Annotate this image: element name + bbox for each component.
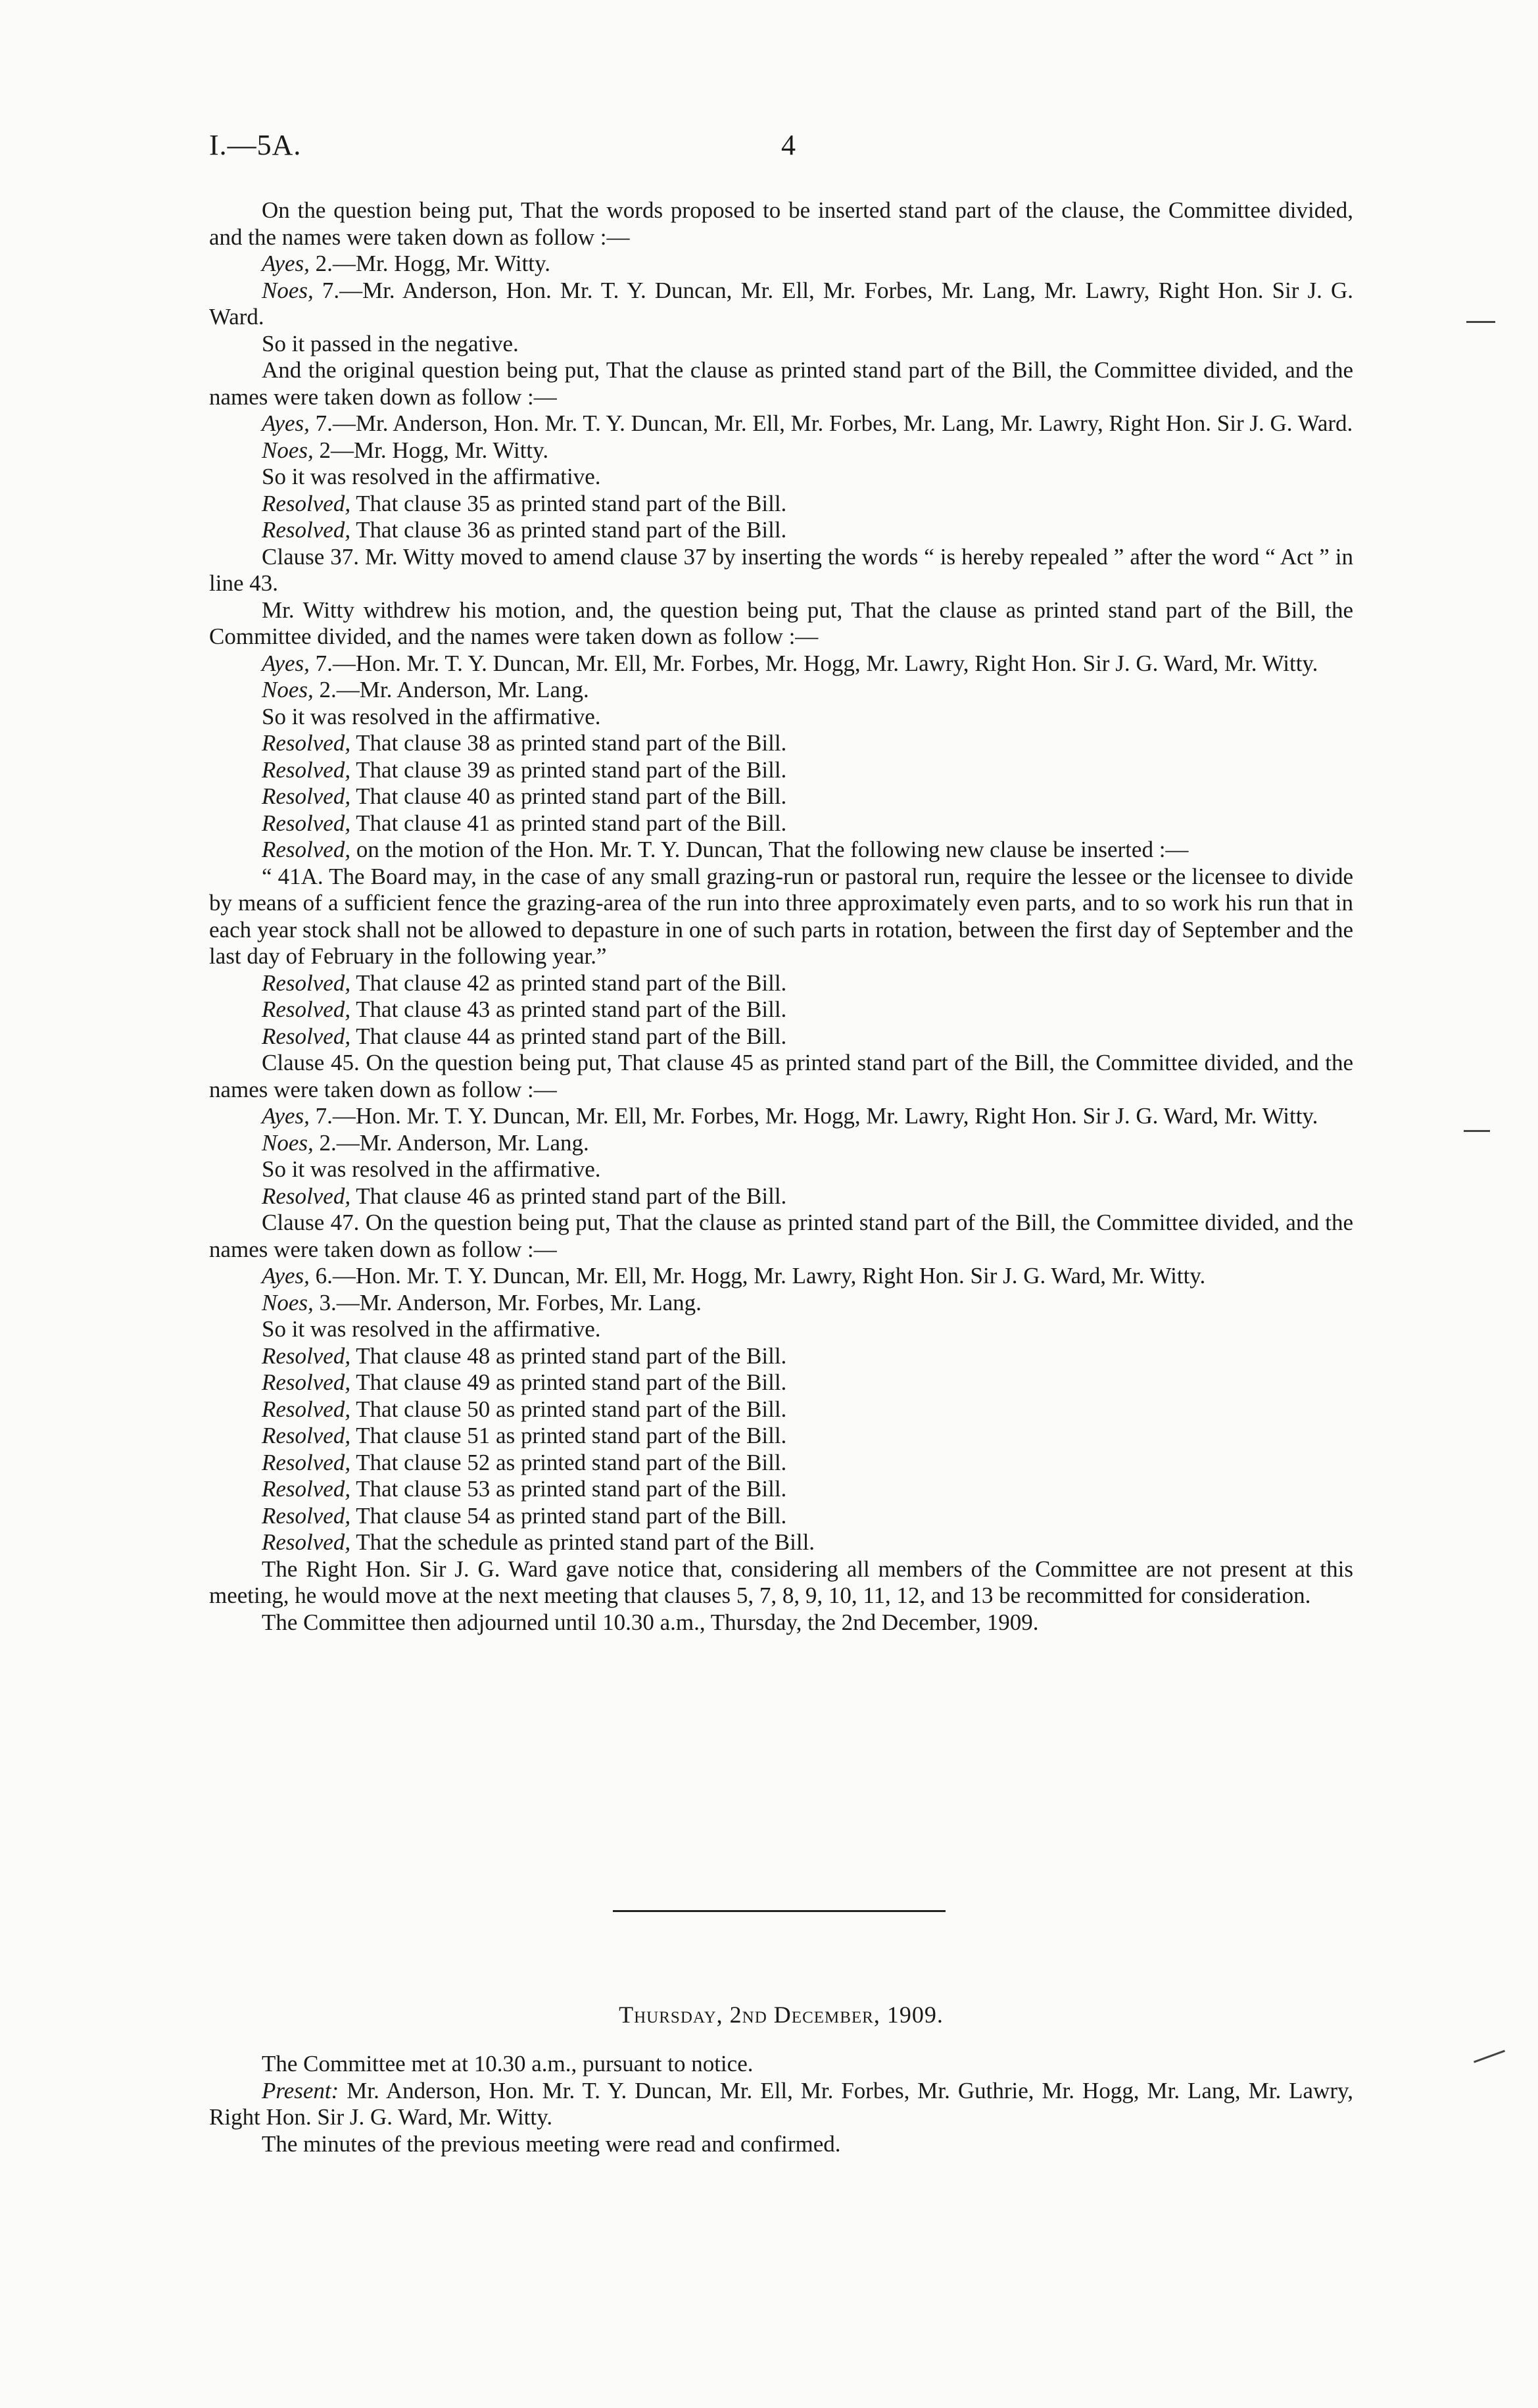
- minutes-paragraph: [209, 783, 1353, 810]
- paragraph-lead: Resolved,: [262, 970, 351, 996]
- minutes-paragraph: [209, 837, 1353, 864]
- paragraph-text: 2.—Mr. Anderson, Mr. Lang.: [313, 677, 589, 702]
- paragraph-text: The minutes of the previous meeting were read and confirmed.: [262, 2130, 841, 2157]
- paragraph-text: That clause 50 as printed stand part of the Bill.: [350, 1396, 787, 1422]
- minutes-paragraph: [209, 491, 1353, 518]
- minutes-paragraph: [209, 517, 1353, 544]
- page-header: [209, 128, 1353, 168]
- minutes-paragraph: [209, 1210, 1353, 1263]
- paragraph-text: 7.—Hon. Mr. T. Y. Duncan, Mr. Ell, Mr. Forbes, Mr. Hogg, Mr. Lawry, Right Hon. Sir J. G. Ward, Mr. Witty.: [309, 1103, 1318, 1129]
- paragraph-lead: Ayes,: [262, 1263, 310, 1289]
- paragraph-text: That clause 53 as printed stand part of the Bill.: [350, 1476, 787, 1502]
- paragraph-lead: Present:: [262, 2077, 339, 2103]
- paragraph-text: That clause 36 as printed stand part of the Bill.: [350, 517, 787, 543]
- paragraph-text: The Committee met at 10.30 a.m., pursuant to notice.: [262, 2051, 754, 2076]
- paragraph-text: That clause 39 as printed stand part of the Bill.: [350, 756, 787, 783]
- paragraph-lead: Noes,: [262, 677, 314, 702]
- paragraph-lead: Resolved,: [262, 1396, 351, 1422]
- minutes-paragraph: [209, 730, 1353, 757]
- paragraph-text: Clause 37. Mr. Witty moved to amend clause 37 by inserting the words “ is hereby repealed ” after the word “ Act ” in line 43.: [209, 543, 1353, 596]
- paragraph-lead: Resolved,: [262, 810, 351, 836]
- minutes-paragraph: [209, 996, 1353, 1023]
- minutes-paragraph: [209, 1343, 1353, 1370]
- page-number: 4: [781, 129, 796, 161]
- minutes-paragraph: [209, 251, 1353, 278]
- scan-mark: [1464, 1130, 1490, 1132]
- paragraph-text: 7.—Mr. Anderson, Hon. Mr. T. Y. Duncan, Mr. Ell, Mr. Forbes, Mr. Lang, Mr. Lawry, Right Hon. Sir J. G. Ward.: [309, 410, 1353, 436]
- minutes-paragraph: [209, 1369, 1353, 1396]
- minutes-body: [209, 197, 1353, 1636]
- paragraph-lead: Ayes,: [262, 1103, 310, 1129]
- minutes-paragraph: [209, 1023, 1353, 1050]
- paragraph-text: That clause 51 as printed stand part of the Bill.: [350, 1423, 787, 1448]
- minutes-paragraph: [209, 677, 1353, 704]
- minutes-paragraph: [209, 2051, 1353, 2078]
- paragraph-text: 3.—Mr. Anderson, Mr. Forbes, Mr. Lang.: [313, 1289, 702, 1315]
- paragraph-text: The Right Hon. Sir J. G. Ward gave notice that, considering all members of the Committee are not present at this meeting, he would move at the next meeting that clauses 5, 7, 8, 9, 10, 11, 12, and 13 be recommitted for consideration.: [209, 1556, 1353, 1608]
- minutes-paragraph: [209, 651, 1353, 677]
- paragraph-text: Clause 45. On the question being put, That clause 45 as printed stand part of the Bill, the Committee divided, and the names were taken down as follow :—: [209, 1050, 1353, 1102]
- minutes-paragraph: [209, 1183, 1353, 1210]
- paragraph-text: “ 41A. The Board may, in the case of any small grazing-run or pastoral run, require the lessee or the licensee to divide by means of a sufficient fence the grazing-area of the run into three approximately even parts, and to so work his run that in each year stock shall not be allowed to depasture in one of such parts in rotation, between the first day of September and the last day of February in the following year.”: [209, 863, 1353, 969]
- paragraph-lead: Resolved,: [262, 996, 351, 1022]
- minutes-paragraph: [209, 1050, 1353, 1103]
- paragraph-lead: Ayes,: [262, 251, 310, 276]
- minutes-paragraph: [209, 1556, 1353, 1609]
- paragraph-text: That clause 44 as printed stand part of the Bill.: [350, 1023, 787, 1049]
- paragraph-text: So it was resolved in the affirmative.: [262, 703, 601, 729]
- paragraph-text: That clause 46 as printed stand part of the Bill.: [350, 1183, 787, 1209]
- minutes-paragraph: [209, 197, 1353, 251]
- scan-mark: [1466, 321, 1495, 323]
- paragraph-lead: Resolved,: [262, 730, 351, 756]
- minutes-paragraph: [209, 410, 1353, 437]
- paragraph-text: That clause 48 as printed stand part of the Bill.: [350, 1342, 787, 1369]
- paragraph-lead: Resolved,: [262, 1476, 351, 1502]
- document-reference: I.—5A.: [209, 129, 302, 161]
- paragraph-lead: Noes,: [262, 277, 314, 303]
- minutes-paragraph: [209, 810, 1353, 837]
- minutes-paragraph: [209, 597, 1353, 651]
- paragraph-text: That clause 54 as printed stand part of the Bill.: [350, 1502, 787, 1529]
- paragraph-text: Mr. Witty withdrew his motion, and, the question being put, That the clause as printed stand part of the Bill, the Committee divided, and the names were taken down as follow :—: [209, 597, 1353, 649]
- minutes-paragraph: [209, 1450, 1353, 1477]
- paragraph-text: That clause 43 as printed stand part of the Bill.: [350, 996, 787, 1022]
- minutes-paragraph: [209, 1609, 1353, 1636]
- paragraph-text: That the schedule as printed stand part of the Bill.: [350, 1529, 815, 1555]
- paragraph-text: 6.—Hon. Mr. T. Y. Duncan, Mr. Ell, Mr. Hogg, Mr. Lawry, Right Hon. Sir J. G. Ward, Mr. Witty.: [309, 1263, 1206, 1289]
- paragraph-lead: Ayes,: [262, 650, 310, 676]
- minutes-paragraph: [209, 1503, 1353, 1530]
- paragraph-text: 7.—Mr. Anderson, Hon. Mr. T. Y. Duncan, Mr. Ell, Mr. Forbes, Mr. Lang, Mr. Lawry, Right Hon. Sir J. G. Ward.: [209, 277, 1353, 330]
- minutes-paragraph: [209, 1103, 1353, 1130]
- paragraph-text: That clause 52 as printed stand part of the Bill.: [350, 1449, 787, 1475]
- paragraph-lead: Resolved,: [262, 1449, 351, 1475]
- paragraph-lead: Noes,: [262, 437, 314, 463]
- minutes-paragraph: [209, 1156, 1353, 1183]
- section-divider: [613, 1910, 946, 1912]
- minutes-paragraph: [209, 1396, 1353, 1423]
- paragraph-text: 2.—Mr. Hogg, Mr. Witty.: [309, 251, 551, 276]
- paragraph-lead: Ayes,: [262, 410, 310, 436]
- paragraph-text: That clause 35 as printed stand part of the Bill.: [350, 490, 787, 516]
- minutes-paragraph: [209, 357, 1353, 410]
- paragraph-text: 7.—Hon. Mr. T. Y. Duncan, Mr. Ell, Mr. Forbes, Mr. Hogg, Mr. Lawry, Right Hon. Sir J. G. Ward, Mr. Witty.: [309, 650, 1318, 676]
- paragraph-text: On the question being put, That the words proposed to be inserted stand part of the clause, the Committee divided, and the names were taken down as follow :—: [209, 197, 1353, 250]
- minutes-paragraph: [209, 757, 1353, 784]
- paragraph-text: That clause 40 as printed stand part of the Bill.: [350, 783, 787, 809]
- paragraph-text: So it was resolved in the affirmative.: [262, 1316, 601, 1342]
- paragraph-text: So it passed in the negative.: [262, 330, 519, 356]
- paragraph-text: So it was resolved in the affirmative.: [262, 464, 601, 489]
- paragraph-lead: Noes,: [262, 1289, 314, 1315]
- paragraph-text: 2.—Mr. Anderson, Mr. Lang.: [313, 1129, 589, 1156]
- minutes-paragraph: [209, 1290, 1353, 1317]
- paragraph-lead: Resolved,: [262, 517, 351, 543]
- paragraph-text: And the original question being put, That the clause as printed stand part of the Bill, the Committee divided, and the names were taken down as follow :—: [209, 357, 1353, 410]
- paragraph-lead: Resolved,: [262, 1502, 351, 1529]
- minutes-paragraph: [209, 331, 1353, 358]
- paragraph-text: So it was resolved in the affirmative.: [262, 1156, 601, 1182]
- meeting-date-heading: Thursday, 2nd December, 1909.: [619, 2002, 944, 2028]
- paragraph-lead: Resolved,: [262, 1423, 351, 1448]
- minutes-paragraph: [209, 437, 1353, 464]
- paragraph-text: Clause 47. On the question being put, That the clause as printed stand part of the Bill, the Committee divided, and the names were taken down as follow :—: [209, 1210, 1353, 1262]
- paragraph-lead: Resolved,: [262, 1183, 351, 1209]
- paragraph-lead: Noes,: [262, 1129, 314, 1156]
- minutes-paragraph: [209, 704, 1353, 731]
- minutes-paragraph: [209, 1529, 1353, 1556]
- paragraph-lead: Resolved,: [262, 783, 351, 809]
- minutes-paragraph: [209, 970, 1353, 997]
- paragraph-text: That clause 38 as printed stand part of the Bill.: [350, 730, 787, 756]
- scan-mark: [1474, 2050, 1505, 2063]
- minutes-paragraph: [209, 278, 1353, 331]
- paragraph-text: The Committee then adjourned until 10.30 a.m., Thursday, the 2nd December, 1909.: [262, 1609, 1039, 1635]
- paragraph-lead: Resolved,: [262, 756, 351, 783]
- paragraph-text: on the motion of the Hon. Mr. T. Y. Duncan, That the following new clause be inserted :—: [350, 837, 1189, 862]
- minutes-paragraph: [209, 1423, 1353, 1450]
- paragraph-text: 2—Mr. Hogg, Mr. Witty.: [313, 437, 549, 463]
- minutes-paragraph: [209, 864, 1353, 970]
- paragraph-lead: Resolved,: [262, 1529, 351, 1555]
- paragraph-lead: Resolved,: [262, 1369, 351, 1395]
- minutes-paragraph: [209, 1316, 1353, 1343]
- minutes-paragraph: [209, 1263, 1353, 1290]
- minutes-paragraph: [209, 464, 1353, 491]
- paragraph-lead: Resolved,: [262, 490, 351, 516]
- meeting-body: [209, 2051, 1353, 2157]
- paragraph-lead: Resolved,: [262, 1023, 351, 1049]
- paragraph-text: That clause 41 as printed stand part of the Bill.: [350, 810, 787, 836]
- minutes-paragraph: [209, 544, 1353, 597]
- paragraph-text: That clause 49 as printed stand part of the Bill.: [350, 1369, 787, 1395]
- minutes-paragraph: [209, 1130, 1353, 1157]
- minutes-paragraph: [209, 2078, 1353, 2131]
- paragraph-text: Mr. Anderson, Hon. Mr. T. Y. Duncan, Mr. Ell, Mr. Forbes, Mr. Guthrie, Mr. Hogg, Mr. Lang, Mr. Lawry, Right Hon. Sir J. G. Ward, Mr. Witty.: [209, 2077, 1353, 2130]
- minutes-paragraph: [209, 2131, 1353, 2158]
- paragraph-lead: Resolved,: [262, 837, 351, 862]
- minutes-paragraph: [209, 1476, 1353, 1503]
- paragraph-text: That clause 42 as printed stand part of the Bill.: [350, 970, 787, 996]
- paragraph-lead: Resolved,: [262, 1342, 351, 1369]
